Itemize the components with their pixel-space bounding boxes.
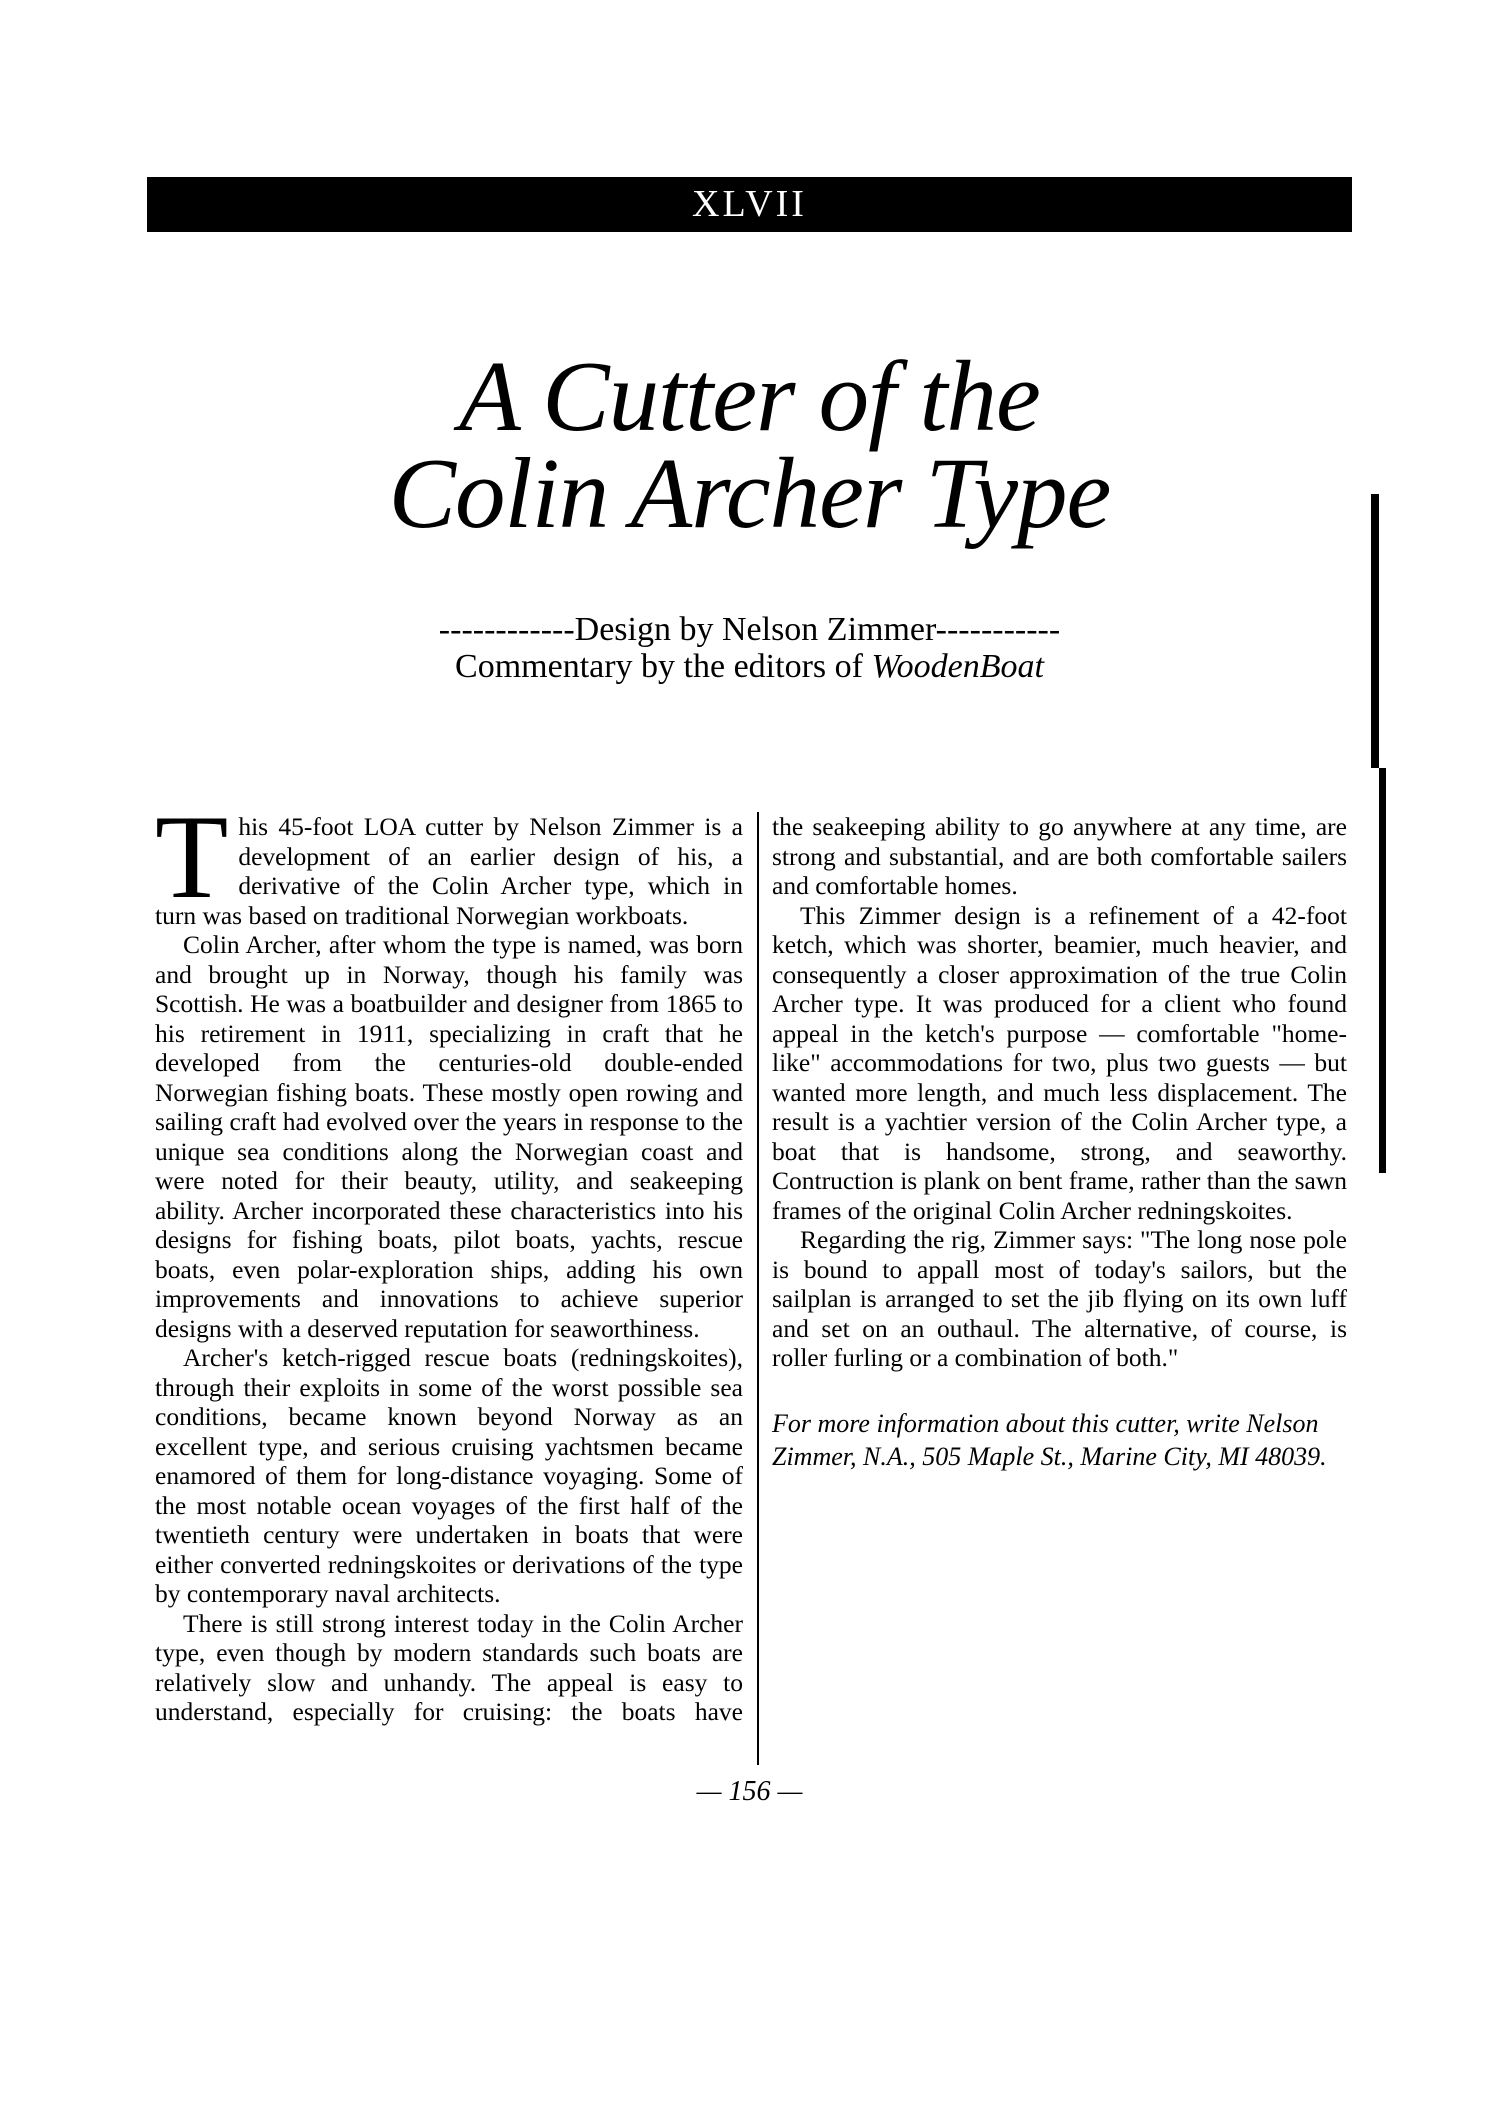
commentary-prefix: Commentary by the editors of xyxy=(455,648,872,685)
paragraph-lead xyxy=(155,790,743,930)
chapter-bar xyxy=(147,177,1352,232)
publication-name: WoodenBoat xyxy=(871,648,1044,685)
paragraph-lead-text: his 45-foot LOA cutter by Nelson Zimmer is a development of an earlier design of his, a derivative of the Colin Archer type, which in turn was based on traditional Norwegian workboats. xyxy=(155,812,743,930)
column-divider-rule xyxy=(757,812,759,1765)
paragraph: This Zimmer design is a refinement of a 42-foot ketch, which was shorter, beamier, much heavier, and consequently a closer approximation of the true Colin Archer type. It was produced for a client who found appeal in the ketch's purpose — comfortable "home-like" accommodations for two, plus two guests — but wanted more length, and much less displacement. The result is a yachtier version of the Colin Archer type, a boat that is handsome, strong, and seaworthy. Contruction is plank on bent frame, rather than the sawn frames of the original Colin Archer redningskoites. xyxy=(772,900,1348,1225)
chapter-number: XLVII xyxy=(692,183,807,225)
article-title xyxy=(147,340,1352,549)
paragraph: the seakeeping ability to go anywhere at any time, are strong and substantial, and are both comfortable sailers and comfortable homes. xyxy=(772,812,1347,900)
page-number: — 156 — xyxy=(696,1776,803,1807)
drop-cap: T xyxy=(155,790,229,923)
left-column xyxy=(155,790,743,1727)
right-column xyxy=(772,812,1347,1473)
paragraph: There is still strong interest today in the Colin Archer type, even though by modern standards such boats are relatively slow and unhandy. The appeal is easy to understand, especially for cruising: the boats have xyxy=(155,1608,743,1726)
title-line-2: Colin Archer Type xyxy=(388,437,1111,549)
byline: ------------Design by Nelson Zimmer----------- xyxy=(438,611,1061,648)
title-line-1: A Cutter of the xyxy=(459,340,1040,452)
decorative-margin-rule-upper xyxy=(1371,494,1379,768)
info-note: For more information about this cutter, write Nelson Zimmer, N.A., 505 Maple St., Marine City, MI 48039. xyxy=(772,1408,1327,1471)
paragraph: Archer's ketch-rigged rescue boats (redningskoites), through their exploits in some of the worst possible sea conditions, became known beyond Norway as an excellent type, and serious cruising yachtsmen became enamored of them for long-distance voyaging. Some of the most notable ocean voyages of the first half of the twentieth century were undertaken in boats that were either converted redningskoites or derivations of the type by contemporary naval architects. xyxy=(155,1343,743,1608)
paragraph: Colin Archer, after whom the type is named, was born and brought up in Norway, though his family was Scottish. He was a boatbuilder and designer from 1865 to his retirement in 1911, specializing in craft that he developed from the centuries-old double-ended Norwegian fishing boats. These mostly open rowing and sailing craft had evolved over the years in response to the unique sea conditions along the Norwegian coast and were noted for their beauty, utility, and seakeeping ability. Archer incorporated these characteristics into his designs for fishing boats, pilot boats, yachts, rescue boats, even polar-exploration ships, adding his own improvements and innovations to achieve superior designs with a deserved reputation for seaworthiness. xyxy=(155,930,743,1343)
paragraph: Regarding the rig, Zimmer says: "The long nose pole is bound to appall most of today's sailors, but the sailplan is arranged to set the jib flying on its own luff and set on an outhaul. The alternative, of course, is roller furling or a combination of both." xyxy=(772,1225,1347,1372)
decorative-margin-rule-lower xyxy=(1379,768,1386,1173)
commentary-line xyxy=(147,648,1352,685)
